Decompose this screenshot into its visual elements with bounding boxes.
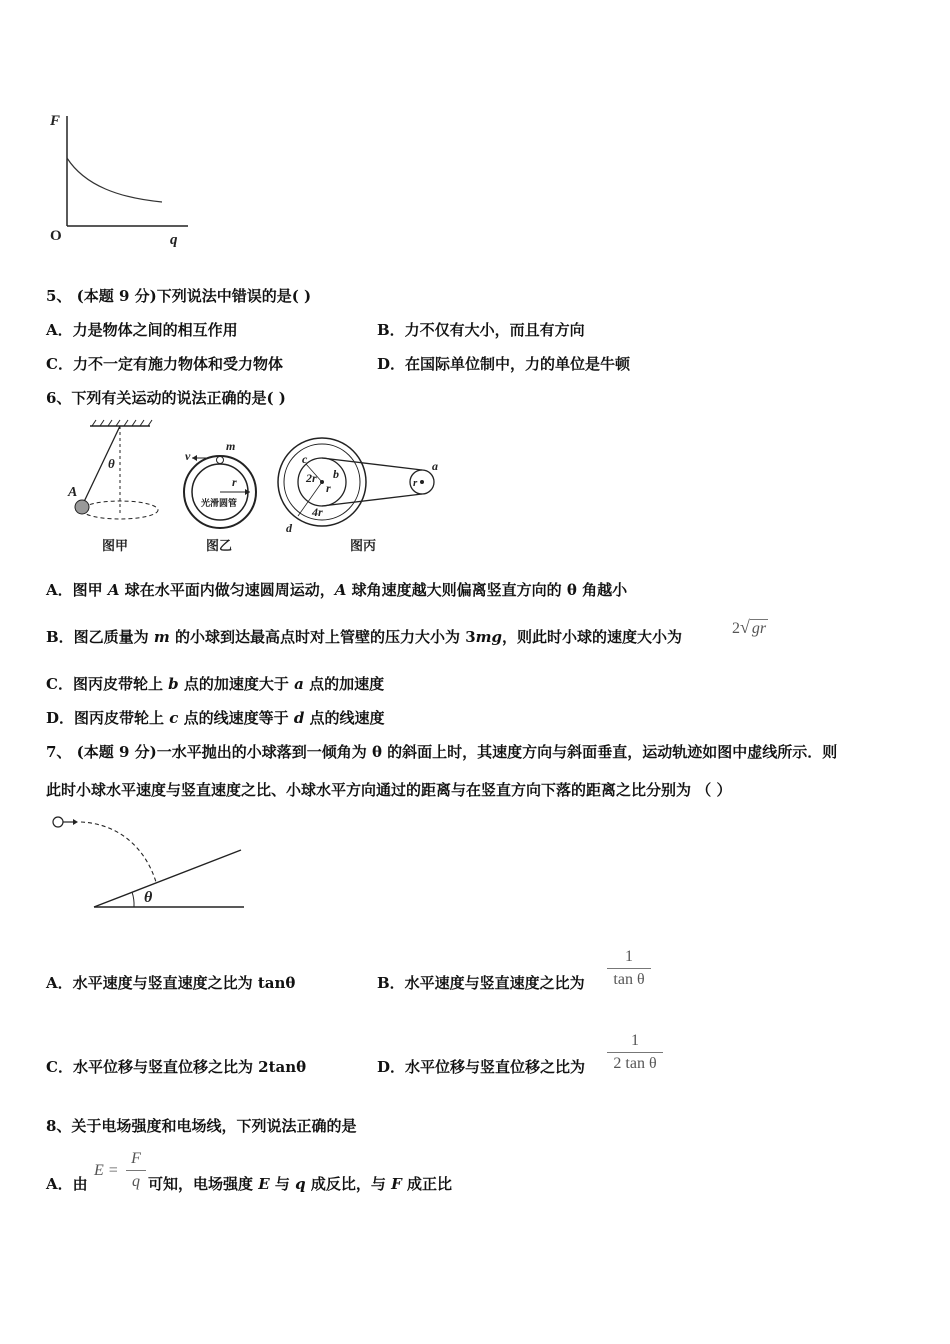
q6-b-var2: mg [475,628,503,646]
q5-option-b: B．力不仅有大小，而且有方向 [377,321,585,339]
fig-jia-theta: θ [108,456,115,471]
fig-bing-a: a [432,459,438,473]
q7-d-num: 1 [631,1032,639,1049]
fig-bing-4r: 4r [312,505,323,519]
fig-bing-c: c [302,452,308,466]
q6-d-pre: D．图丙皮带轮上 [46,709,170,727]
q8-a-lhs: E = [94,1162,119,1179]
q6-a-pre: A．图甲 [46,581,108,599]
q6-a-var1: A [107,581,120,599]
q6-b-sqrt-formula: 2√ gr [732,617,767,637]
q7-d-den: 2 tan θ [613,1055,657,1072]
origin-label: O [50,228,62,244]
q8-a-post1: 可知，电场强度 [148,1175,259,1193]
q8-a-den: q [132,1173,140,1190]
q6-a-var2: A [334,581,347,599]
q6-c-mid: 点的加速度大于 [178,675,295,693]
q8-a-post2: 与 [269,1175,296,1193]
q6-c-pre: C．图丙皮带轮上 [46,675,169,693]
q6-d-post: 点的线速度 [304,709,385,727]
q6-c-var1: b [168,675,179,693]
q6-stem: 6、下列有关运动的说法正确的是( ) [46,389,286,407]
q6-a-post: 球角速度越大则偏离竖直方向的 θ 角越小 [346,581,628,599]
q7-b-fraction [607,948,651,989]
q8-option-a-pre: A．由 [46,1175,88,1193]
q6-c-var2: a [294,675,304,693]
q7-option-b: B．水平速度与竖直速度之比为 [377,974,585,992]
q5-option-c: C．力不一定有施力物体和受力物体 [46,355,283,373]
q8-a-post4: 成正比 [401,1175,452,1193]
q7-d-bar [607,1052,663,1053]
q5-stem: 5、 (本题 9 分)下列说法中错误的是( ) [46,287,312,305]
q7-stem-line1: 7、 (本题 9 分)一水平抛出的小球落到一倾角为 θ 的斜面上时，其速度方向与斜面垂直，运动轨迹如图中虚线所示．则 [46,743,838,761]
fig-yi-v: v [185,449,191,463]
q8-a-num: F [131,1150,141,1167]
q7-incline-figure [46,810,256,915]
q8-a-post3: 成反比，与 [305,1175,392,1193]
q7-fig-theta: θ [144,889,153,906]
fig-jia-a-label: A [68,485,78,500]
q6-d-var2: d [293,709,305,727]
fig-bing-r: r [326,481,331,495]
q8-stem: 8、关于电场强度和电场线，下列说法正确的是 [46,1117,357,1135]
q6-option-c [46,674,384,694]
q7-stem-line2: 此时小球水平速度与竖直速度之比、小球水平方向通过的距离与在竖直方向下落的距离之比分别为 （ ） [46,781,732,799]
q8-a-fraction [126,1150,146,1191]
fig-bing-b: b [333,467,339,481]
fig-bing-2r: 2r [306,471,317,485]
q6-option-b [46,627,682,647]
q5-option-d: D．在国际单位制中，力的单位是牛顿 [377,355,631,373]
fig-yi-m: m [226,439,236,453]
q7-option-a: A．水平速度与竖直速度之比为 tanθ [46,974,296,992]
q8-a-var-f: F [391,1175,402,1193]
q6-b-var1: m [153,628,170,646]
q8-a-var-e: E [258,1175,270,1193]
q5-option-a: A．力是物体之间的相互作用 [46,321,238,339]
q6-c-post: 点的加速度 [303,675,385,693]
fig-jia-caption: 图甲 [102,538,129,553]
y-axis-label: F [50,113,61,129]
fig-bing-caption: 图丙 [350,538,377,553]
fig-yi-caption: 图乙 [206,538,233,553]
q6-b-mid: 的小球到达最高点时对上管壁的压力大小为 3 [169,628,476,646]
q6-d-mid: 点的线速度等于 [178,709,294,727]
q7-option-d: D．水平位移与竖直位移之比为 [377,1058,586,1076]
q6-a-mid: 球在水平面内做匀速圆周运动， [119,581,335,599]
fig-bing-d: d [286,521,292,535]
q7-b-bar [607,968,651,969]
q7-d-fraction [607,1032,663,1073]
fig-yi-tube-label: 光滑圆管 [201,498,238,508]
q7-option-c: C．水平位移与竖直位移之比为 2tanθ [46,1058,307,1076]
q8-option-a-rest [148,1174,452,1194]
q6-b-post: ，则此时小球的速度大小为 [502,628,683,646]
fig-bing-pulley-r: r [413,477,418,489]
q6-option-d [46,708,385,728]
q8-a-var-q: q [295,1175,306,1193]
f-q-graph [40,108,200,253]
q8-a-bar [126,1170,146,1171]
x-axis-label: q [170,232,178,248]
q7-b-num: 1 [625,948,633,965]
q6-d-var1: c [169,709,179,727]
q6-b-pre: B．图乙质量为 [46,628,154,646]
fig-yi-r: r [232,475,237,489]
q6-b-sqrt-coef: 2 [732,620,740,637]
q6-option-a [46,580,627,600]
q7-b-den: tan θ [613,971,645,988]
q6-b-sqrt-radicand: gr [751,620,767,637]
q6-figure [60,418,460,560]
